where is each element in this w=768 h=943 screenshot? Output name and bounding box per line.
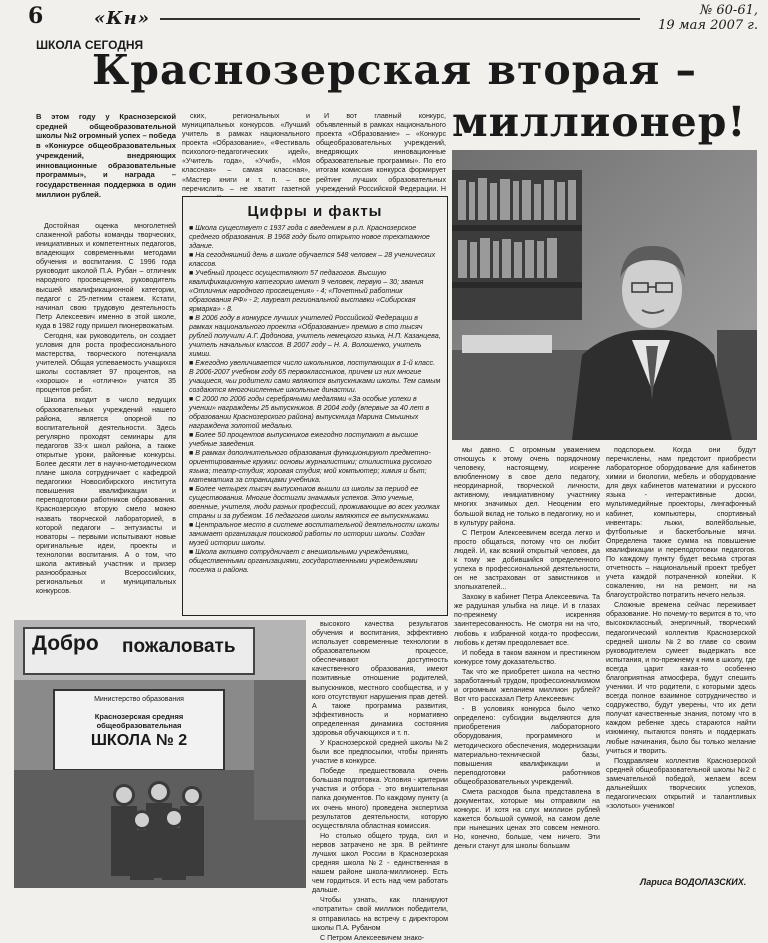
section-rubric: ШКОЛА СЕГОДНЯ	[36, 38, 144, 52]
facts-item: ■ В 2006 году в конкурсе лучших учителей Российской Федерации в рамках национального проекта «Образование» премию в сто тысяч рублей получили А.Г. Додонова, учитель немецкого языка, Н.П. Казанцева, учитель начальных классов. В 2007 году – Н. А. Волошенко, учитель химии.	[189, 314, 441, 358]
sign-welcome-word2: пожаловать	[122, 636, 236, 657]
author-byline: Лариса ВОДОЛАЗСКИХ.	[640, 877, 747, 887]
column-d-paragraph: Поздравляем коллектив Краснозерской средней общеобразовательной школы №2 с замечательной победой, желаем всем дальнейших творческих успехов, педагогических открытий и талантливых «золотых» учеников!	[606, 756, 756, 811]
facts-item: ■ Школа существует с 1937 года с введением в р.п. Краснозерское среднего образования. В 1968 году было открыто новое трехэтажное здание.	[189, 224, 430, 250]
facts-item: ■ Центральное место в системе воспитательной деятельности школы занимает организация поисковой работы по истории школы. Создан музей истории школы.	[189, 521, 440, 547]
column-3-top	[316, 112, 446, 192]
header-rule	[160, 18, 640, 20]
facts-list	[189, 224, 441, 575]
headline-line1: Краснозерская вторая –	[92, 46, 698, 94]
column-1-paragraph: Достойная оценка многолетней слаженной работы команды творческих, инициативных и компетентных педагогов, владеющих современными методами обучения и воспитания. С 1996 года руководит школой П.А. Рубан – отличник народного просвещения, руководитель высшей квалификационной категории, педагог с 25-летним стажем. Кстати, начинал свою трудовую деятельность Петр Алексеевич именно в этой школе, куда в 1982 году пришел пионервожатым.	[36, 222, 176, 330]
column-middle-paragraph: Чтобы узнать, как планируют «потратить» свой миллион победители, я отправилась на встречу с директором школы П.А. Рубаном	[312, 896, 448, 932]
lead-paragraph: В этом году у Краснозерской средней общеобразовательной школы №2 огромный успех – победа в «Конкурсе общеобразовательных учреждений, внедряющих инновационные образовательные программы», и награда – государственная поддержка в один миллион рублей.	[36, 112, 176, 199]
facts-item: ■ С 2000 по 2006 годы серебряными медалями «За особые успехи в учении» награждены 25 выпускников. В 2004 году (впервые за 40 лет в образовании Краснозерского района) выпускница Марина Смышных награждена золотой медалью.	[189, 395, 430, 430]
column-middle-paragraph: Победе предшествовала очень большая подготовка. Условия - критерии участия и отбора - это внушительная папка документов. По каждому пункту (а их очень много) проведена экспертиза результатов деятельности, которую осуществляла областная комиссия.	[312, 767, 448, 830]
column-middle-paragraph: У Краснозерской средней школы №2 были все предпосылки, чтобы принять участие в конкурсе.	[312, 739, 448, 766]
facts-item: ■ Более четырех тысяч выпускников вышли из школы за период ее существования. Многие достигли значимых успехов. Это ученые, военные, учителя, люди разных профессий, проживающие во всех уголках страны и за рубежом. 16 педагогов школы являются ее выпускниками.	[189, 485, 440, 520]
issue-number: № 60-61,	[699, 3, 758, 18]
plaque-line-3: ШКОЛА № 2	[90, 732, 188, 749]
facts-item: ■ На сегодняшний день в школе обучается 548 человек – 28 ученических классов.	[189, 251, 436, 268]
column-c-paragraph: мы давно. С огромным уважением отношусь к этому очень порядочному человеку, настоящему, искренне влюбленному в свое дело педагогу, неординарной, творческой личности, активному, инициативному участнику многих значимых дел. Неоценим его большой вклад не только в педагогику, но и в культуру района.	[454, 446, 600, 527]
facts-title: Цифры и факты	[247, 203, 383, 220]
column-d	[606, 446, 756, 870]
column-middle-paragraph: высокого качества результатов обучения и воспитания, эффективно использует современные технологии в образовательном процессе, обеспечивают доступность качественного образования, имеют позитивные отношение родителей, выпускников, местного сообщества, и у кого отсутствуют нарушения прав детей. А также программа развития, эффективность и нормативно определенная динамика состояния здоровья обучающихся и т. п.	[312, 620, 448, 737]
column-c-paragraph: Смета расходов была представлена в документах, которые мы отправили на конкурс. И хотя на слух миллион рублей кажется большой суммой, на самом деле при нынешних ценах это совсем немного. Но, конечно, больше, чем ничего. Эти деньги станут для школы большим	[454, 787, 600, 851]
facts-box	[182, 196, 448, 616]
facts-item: ■ В рамках дополнительного образования функционируют предметно-ориентированные кружки: основы журналистики; стилистика русского языка; театр-студия; хоровая студия; мой компьютер; химия и быт; математика за страницами учебника.	[189, 449, 432, 484]
page-number: 6	[28, 3, 44, 29]
school-photo-image	[14, 620, 306, 888]
column-3-paragraph: И вот главный конкурс, объявленный в рамках национального проекта «Образование» – «Конкурс общеобразовательных учреждений, внедряющих инновационные образовательные программы». По его итогам комиссия конкурса формирует рейтинг лучших образовательных учреждений Российской Федерации. Н	[316, 112, 446, 193]
column-middle-paragraph: С Петром Алексеевичем знако-	[320, 933, 425, 942]
facts-item: ■ Учебный процесс осуществляют 57 педагогов. Высшую квалификационную категорию имеют 9 человек, первую – 30; звания «Отличник народного просвещения» - 4; «Почетный работник образования РФ» - 2; лауреат региональной выставки «Сибирская ярмарка» - 8.	[189, 269, 424, 313]
column-middle-paragraph: Но столько общего труда, сил и нервов затрачено не зря. В рейтинге лучших школ России в Краснозерская средняя школа №2 - единственная в нашем районе школа-миллионер. Есть чем гордиться. И есть над чем работать дальше.	[312, 831, 448, 895]
column-2-top	[182, 112, 310, 192]
school-photo	[14, 620, 306, 888]
column-middle	[312, 620, 448, 942]
facts-item: ■ Ежегодно увеличивается число школьников, поступающих в 1-й класс. В 2006-2007 учебном году 65 первоклассников, причем из них многие учащиеся, чьи родители сами являются выпускниками школы. Тем самым создаются многочисленные школьные династии.	[189, 359, 441, 394]
column-c-paragraph: Захожу в кабинет Петра Алексеевича. Та же радушная улыбка на лице. И в глазах по-прежнему искренняя заинтересованность. Не смотря ни на что, любовь к избранной когда-то профессии, любовь к детям преодолевает все.	[454, 593, 600, 647]
plaque-line-2: Краснозерская средняя общеобразовательная	[94, 712, 184, 730]
column-d-paragraph: Сложные времена сейчас переживает образование. Но почему-то верится в то, что высококлассный, энергичный, творческий педагогический коллектив Краснозерской средней школы №2 во главе со своим руководителем сумеет выдержать все испытания, и по-прежнему к ним в школу, где всегда царит какая-то особенно благоприятная атмосфера, будут спешить ученики. И что родители, с которыми здесь всегда полное взаимное сотрудничество и содружество, будут уверены, что их дети получат качественные знания, потому что в каждом ребенке здесь стараются найти изюминку, пытаются понять и поддержать любые начинания, было бы только желание учиться и творить.	[606, 601, 756, 755]
facts-item: ■ Более 50 процентов выпускников ежегодно поступают в высшие учебные заведения.	[189, 431, 419, 448]
newspaper-logo: «Кн»	[94, 8, 150, 29]
column-c-paragraph: - В условиях конкурса было четко определено: субсидии выделяются для приобретения лабораторного оборудования, программного и методического обеспечения, модернизации материально-технической базы, повышения квалификации и переподготовки работников общеобразовательных учреждений.	[454, 705, 600, 786]
director-photo-image	[452, 150, 757, 440]
column-c-paragraph: С Петром Алексеевичем всегда легко и просто общаться, потому что он любит людей. И, как всякий открытый человек, да к тому же добившийся определенного успеха в профессиональной деятельности, он не застрахован от завистников и злопыхателей...	[454, 528, 600, 592]
column-d-paragraph: подспорьем. Когда они будут перечислены, нам предстоит приобрести лабораторное оборудование для кабинетов химии и биологии, мебель и оборудование для двух кабинетов математики и русского языка - интерактивные доски, мультимедийные проекторы, лингафонный кабинет, компьютеры, спортивный инвентарь: лыжи, волейбольные, футбольные и баскетбольные мячи. Определена также сумма на повышение квалификации и переподготовки педагогов. По каждому пункту будет весьма строгая отчетность – национальный проект требует учета каждой потраченной копейки. К сожалению, ни на ремонт, ни на благоустройство потратить нечего нельзя.	[606, 446, 756, 600]
column-1-paragraph: Сегодня, как руководитель, он создает условия для роста профессионального мастерства, творческого потенциала учителей. Общая успеваемость учащихся школы составляет 97 процентов, на «хорошо» и «отлично» учатся 35 процентов ребят.	[36, 331, 176, 395]
column-1-paragraph: Школа входит в число ведущих образовательных учреждений нашего района, является опорной по воспитательной деятельности. Здесь регулярно проходят семинары для педагогов 33-х школ района, а также открытые уроки, районные конкурсы. Более десяти лет в научно-методическом плане школа сотрудничает с кафедрой педагогики Новосибирского института повышения квалификации и переподготовки работников образования. Краснозерскую вторую смело можно назвать творческой лабораторией, в которой педагоги – энтузиасты и новаторы – первыми испытывают новые оригинальные идеи, проекты и технологии воспитания. А о том, что школа активный участник и призер разнообразных Всероссийских, региональных и муниципальных конкурсов.	[36, 396, 176, 596]
director-photo	[452, 150, 757, 440]
facts-item: ■ Школа активно сотрудничает с внешкольными учреждениями, общественными организациями, государственными учреждениями поселка и района.	[189, 548, 418, 574]
issue-date: 19 мая 2007 г.	[658, 17, 758, 33]
plaque-line-1: Министерство образования	[94, 696, 184, 703]
column-2-paragraph: ских, региональных и муниципальных конкурсов. «Лучший учитель в рамках национального проекта «Образование», «Фестиваль психолого-педагогических идей», «Учитель года», «Учиб», «Моя классная» – самая классная», «Мастер книги и т. п. – все перечислить – не хватит газетной	[182, 112, 310, 193]
column-c-paragraph: И победа в таком важном и престижном конкурсе тому доказательство.	[454, 648, 600, 666]
sign-welcome-word1: Добро	[32, 632, 99, 655]
column-c	[454, 446, 600, 886]
column-c-paragraph: Так что же приобретет школа на честно заработанный трудом, профессионализмом и огромным желанием миллион рублей? Вот что рассказал Петр Алексеевич:	[454, 667, 600, 704]
headline-line2: миллионер!	[452, 98, 747, 146]
issue-info	[620, 4, 758, 34]
